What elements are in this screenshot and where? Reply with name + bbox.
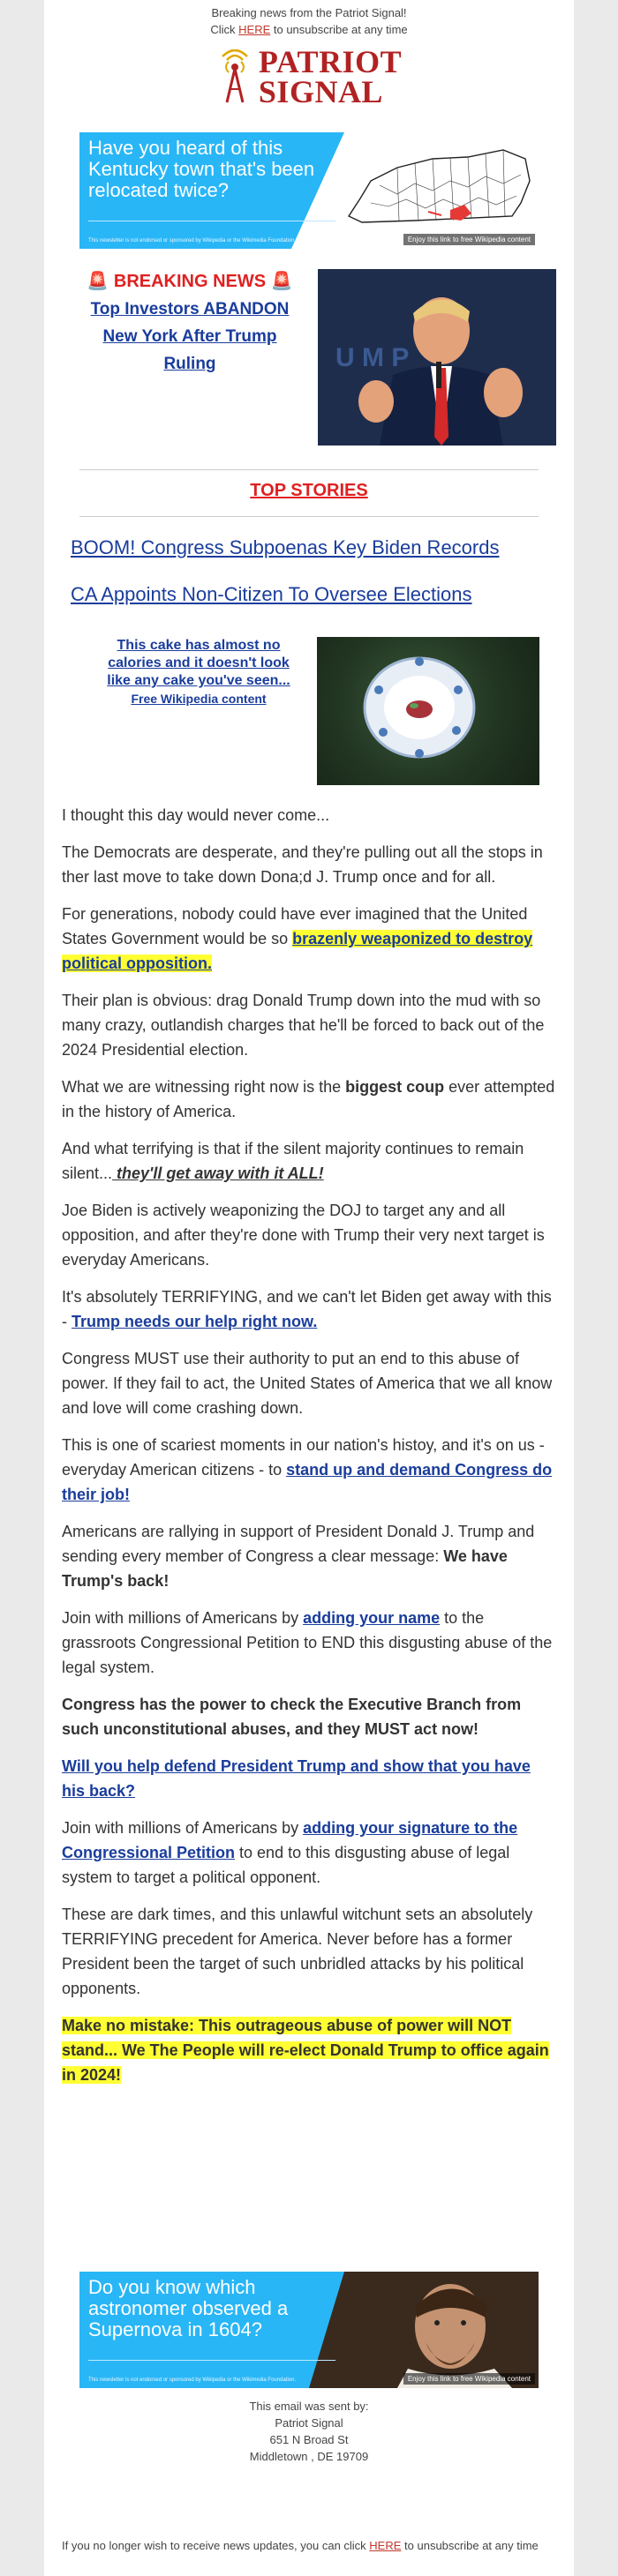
cake-ad-link[interactable]: This cake has almost no calories and it doesn't look like any cake you've seen... [107,638,290,688]
speaker-illustration [318,269,556,446]
trump-needs-help-link[interactable]: Trump needs our help right now. [72,1313,318,1330]
svg-text:U M P: U M P [335,343,410,372]
ad-headline: Do you know which astronomer observed a Supernova in 1604? [88,2276,289,2340]
preheader [44,0,574,38]
paragraph [62,2013,556,2087]
ad-divider [88,2360,335,2361]
get-away-link[interactable]: they'll get away with it ALL! [112,1164,324,1182]
paragraph: This is one of scariest moments in our nation's histoy, and it's on us - everyday American citizens - to stand up and demand Congress do their job! [62,1436,553,1503]
ad-headline: Have you heard of this Kentucky town that's been relocated twice? [88,137,315,201]
paragraph [62,1754,556,1803]
logo-text: PATRIOT SIGNAL [258,44,403,109]
unsubscribe-footer: If you no longer wish to receive news updates, you can click HERE to unsubscribe at any time [62,2539,539,2552]
ad-caption: Enjoy this link to free Wikipedia content [403,234,535,245]
paragraph: The Democrats are desperate, and they're pulling out all the stops in ther last move to take down Dona;d J. Trump once and for all. [62,843,543,886]
paragraph: Join with millions of Americans by adding your name to the grassroots Congressional Petition to END this disgusting abuse of the legal system. [62,1609,553,1676]
ad-disclaimer: This newsletter is not endorsed or sponsored by Wikipedia or the Wikimedia Foundation. [88,238,297,243]
unsubscribe-bottom-link[interactable]: HERE [369,2539,402,2552]
cake-ad-block[interactable] [97,637,300,708]
trump-speaking-photo[interactable] [318,269,556,446]
paragraph: It's absolutely TERRIFYING, and we can't let Biden get away with this - Trump needs our help right now. [62,1288,552,1330]
patriot-signal-logo[interactable] [44,44,574,109]
cake-plate-illustration [317,637,539,785]
paragraph: Americans are rallying in support of President Donald J. Trump and sending every member of Congress a clear message: We have Trump's back! [62,1523,535,1590]
paragraph: What we are witnessing right now is the biggest coup ever attempted in the history of America. [62,1078,555,1120]
ad-disclaimer: This newsletter is not endorsed or sponsored by Wikipedia or the Wikimedia Foundation. [88,2378,297,2383]
breaking-news-label: 🚨 BREAKING NEWS 🚨 [87,272,293,291]
paragraph: Joe Biden is actively weaponizing the DOJ to target any and all opposition, and after they're done with Trump their very next target is everyday Americans. [62,1202,545,1269]
preheader-text: Breaking news from the Patriot Signal! [211,6,407,19]
unsubscribe-top-link[interactable]: HERE [238,23,271,36]
adding-your-name-link[interactable]: adding your name [303,1609,441,1627]
divider-bottom [79,516,539,517]
breaking-news-block [79,270,300,378]
radio-tower-icon [216,49,253,104]
closing-highlight: Make no mistake: This outrageous abuse of power will NOT stand... We The People will re-elect Donald Trump to office again in 2024! [62,2017,549,2084]
breaking-news-link[interactable]: Top Investors ABANDON New York After Trump Ruling [90,300,290,373]
paragraph: These are dark times, and this unlawful witchunt sets an absolutely TERRIFYING precedent for America. Never before has a former President been the target of such unbridled attacks by his political opponents. [62,1906,533,1997]
top-story-link-2[interactable]: CA Appoints Non-Citizen To Oversee Elections [71,583,472,605]
wikipedia-ad-astronomer[interactable] [79,2272,539,2388]
paragraph: Their plan is obvious: drag Donald Trump down into the mud with so many crazy, outlandish charges that he'll be forced to back out of the 2024 Presidential election. [62,992,545,1059]
top-story-link-1[interactable]: BOOM! Congress Subpoenas Key Biden Records [71,536,500,558]
cake-photo[interactable] [317,637,539,785]
paragraph: Congress has the power to check the Executive Branch from such unconstitutional abuses, and they MUST act now! [62,1696,522,1738]
paragraph: Congress MUST use their authority to put an end to this abuse of power. If they fail to act, the United States of America that we all know and love will come crashing down. [62,1350,553,1417]
paragraph: For generations, nobody could have ever imagined that the United States Government would be so brazenly weaponized to destroy political opposition. [62,905,533,972]
top-stories-heading: TOP STORIES [250,481,368,500]
email-container [44,0,574,2576]
paragraph: And what terrifying is that if the silent majority continues to remain silent... they'll get away with it ALL! [62,1140,524,1182]
demand-congress-link[interactable]: stand up and demand Congress do their job! [62,1461,553,1503]
cake-ad-credit[interactable]: Free Wikipedia content [131,692,267,706]
ad-caption: Enjoy this link to free Wikipedia content [403,2373,535,2385]
paragraph: Join with millions of Americans by adding your signature to the Congressional Petition to end to this disgusting abuse of legal system to target a political opponent. [62,1819,518,1886]
article-body [62,803,556,2100]
divider-top [79,469,539,470]
weaponized-link[interactable]: brazenly weaponized to destroy political opposition. [62,930,533,972]
petition-signature-link[interactable]: adding your signature to the Congressional Petition [62,1819,518,1861]
sender-address: This email was sent by: Patriot Signal 651 N Broad St Middletown , DE 19709 [249,2400,369,2463]
paragraph: I thought this day would never come... [62,806,330,824]
wikipedia-ad-kentucky[interactable] [79,132,539,249]
defend-trump-link[interactable]: Will you help defend President Trump and show that you have his back? [62,1757,531,1800]
unsubscribe-line: Click HERE to unsubscribe at any time [210,23,408,36]
